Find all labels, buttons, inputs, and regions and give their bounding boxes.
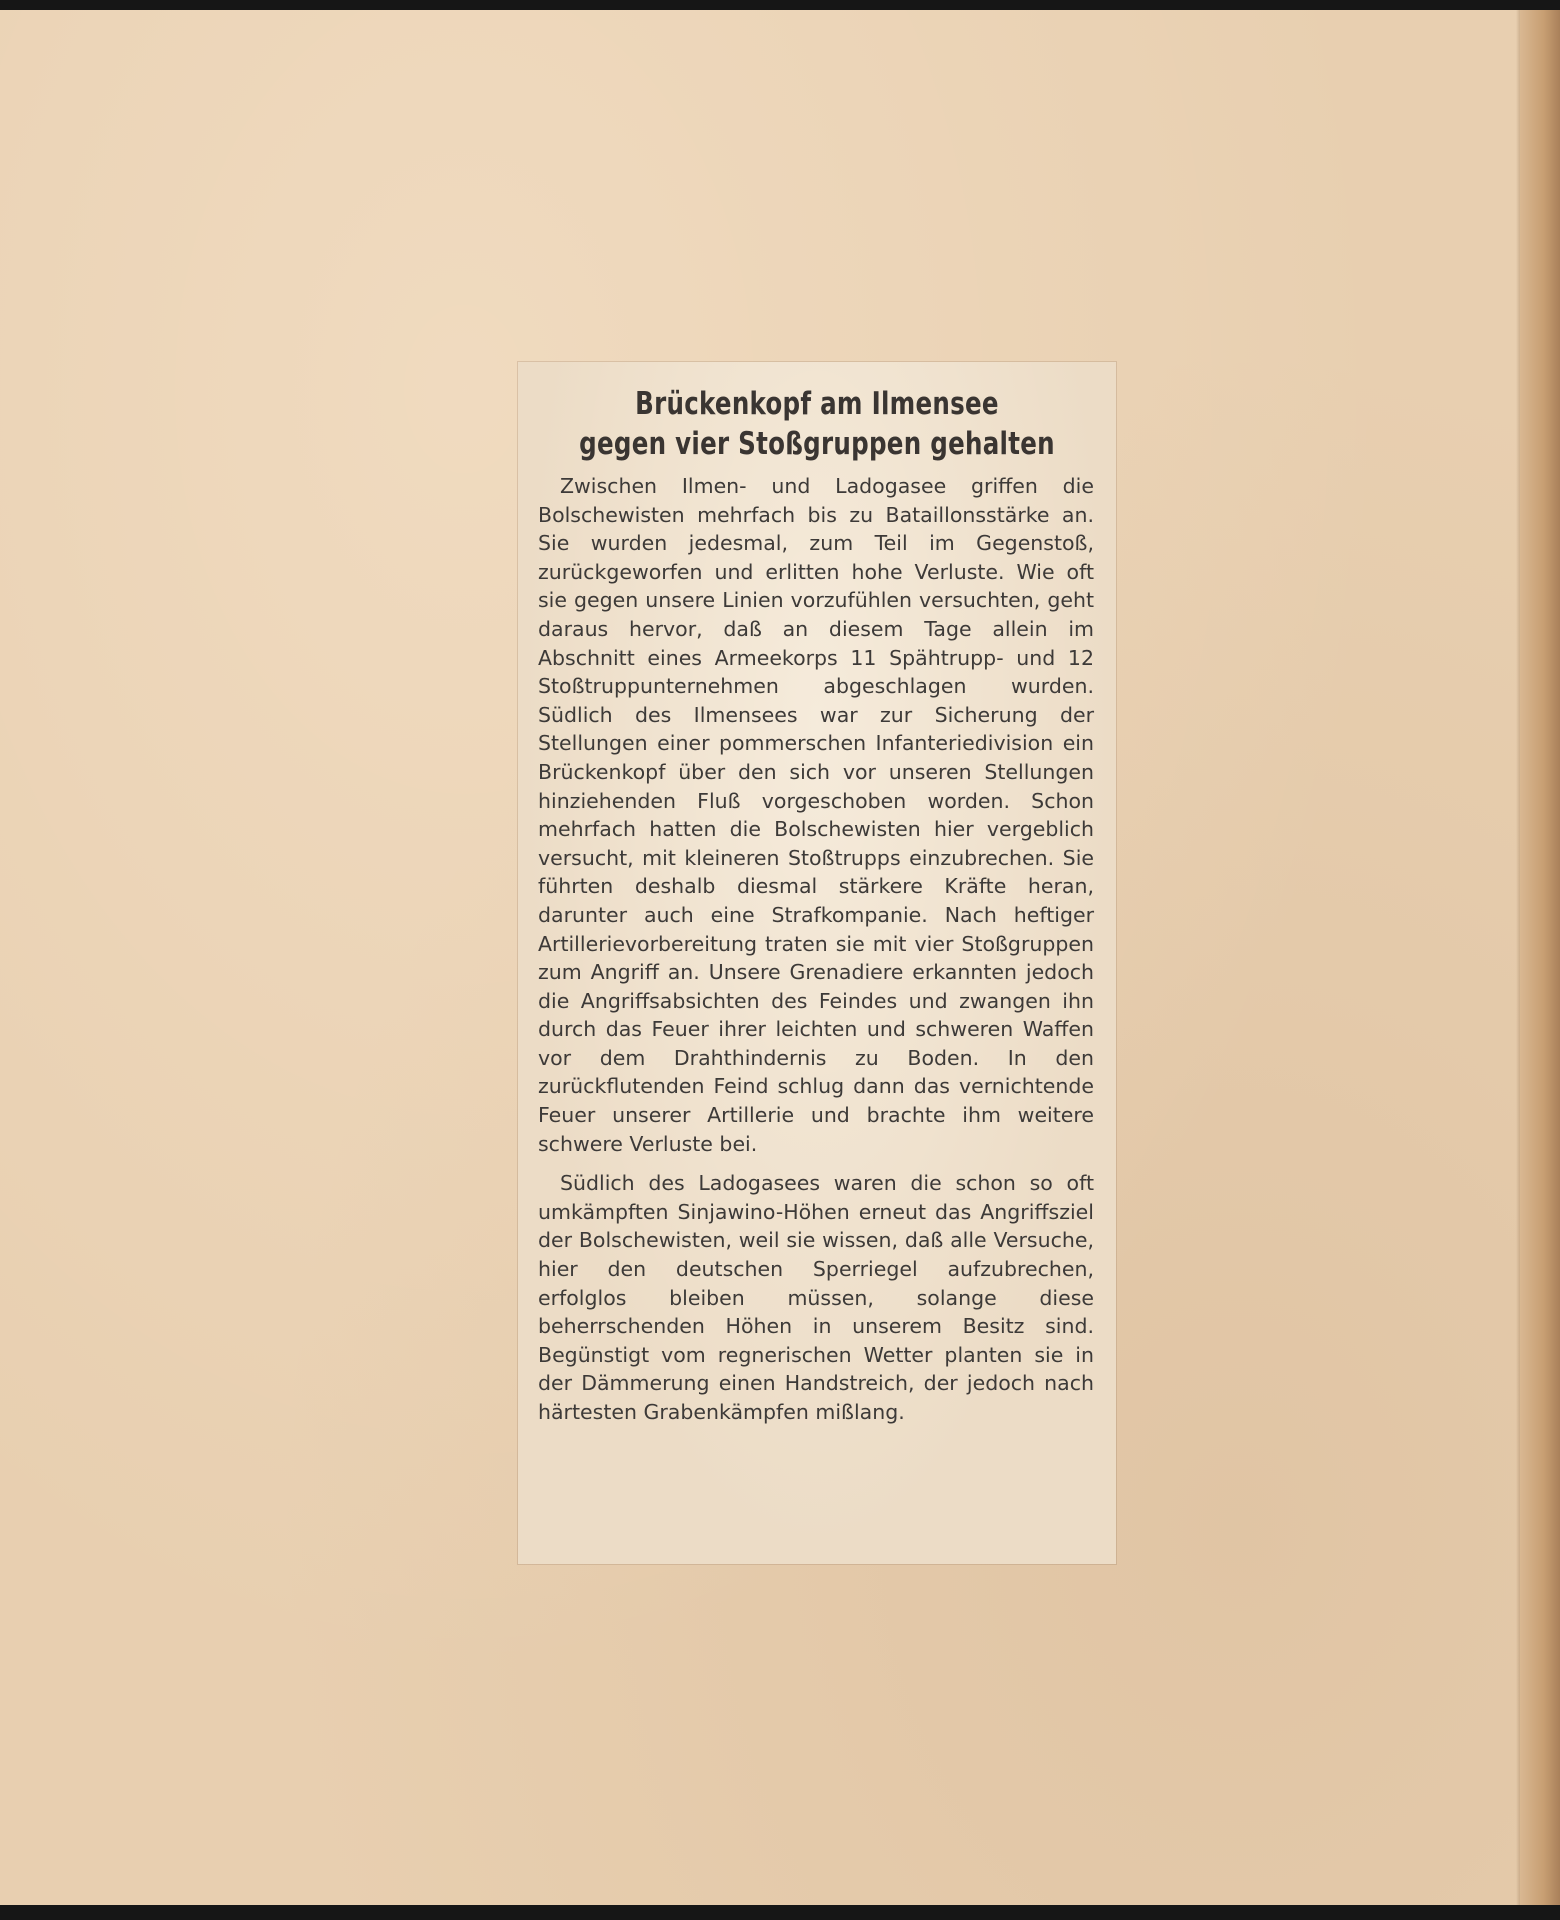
article-paragraph-2: Südlich des Ladogasees waren die schon so oft umkämpften Sinjawino-Höhen erneut das Angriffsziel der Bolschewisten, weil sie wissen, daß alle Versuche, hier den deutschen Sperriegel aufzubrechen, erfolglos bleiben müssen, solange diese beherrschenden Höhen in unserem Besitz sind. Begünstigt vom regnerischen Wetter planten sie in der Dämmerung einen Handstreich, der jedoch nach härtesten Grabenkämpfen mißlang. [538, 1171, 1094, 1424]
page-edge [1520, 10, 1560, 1905]
headline-line-1: Brückenkopf am Ilmensee [635, 386, 999, 422]
headline-line-2: gegen vier Stoßgruppen gehalten [579, 426, 1055, 462]
article-paragraph-1: Zwischen Ilmen- und Ladogasee griffen die Bolschewisten mehrfach bis zu Bataillonsstärke an. Sie wurden jedesmal, zum Teil im Gegenstoß, zurückgeworfen und erlitten hohe Verluste. Wie oft sie gegen unsere Linien vorzufühlen versuchten, geht daraus hervor, daß an diesem Tage allein im Abschnitt eines Armeekorps 11 Spähtrupp- und 12 Stoßtruppunternehmen abgeschlagen wurden. Südlich des Ilmensees war zur Sicherung der Stellungen einer pommerschen Infanteriedivision ein Brückenkopf über den sich vor unseren Stellungen hinziehenden Fluß vorgeschoben worden. Schon mehrfach hatten die Bolschewisten hier vergeblich versucht, mit kleineren Stoßtrupps einzubrechen. Sie führten deshalb diesmal stärkere Kräfte heran, darunter auch eine Strafkompanie. Nach heftiger Artillerievorbereitung traten sie mit vier Stoßgruppen zum Angriff an. Unsere Grenadiere erkannten jedoch die Angriffsabsichten des Feindes und zwangen ihn durch das Feuer ihrer leichten und schweren Waffen vor dem Drahthindernis zu Boden. In den zurückflutenden Feind schlug dann das vernichtende Feuer unserer Artillerie und brachte ihm weitere schwere Verluste bei. [538, 474, 1094, 1156]
newspaper-clipping [518, 362, 1116, 1564]
headline [554, 384, 1080, 464]
article-body [538, 472, 1094, 1427]
